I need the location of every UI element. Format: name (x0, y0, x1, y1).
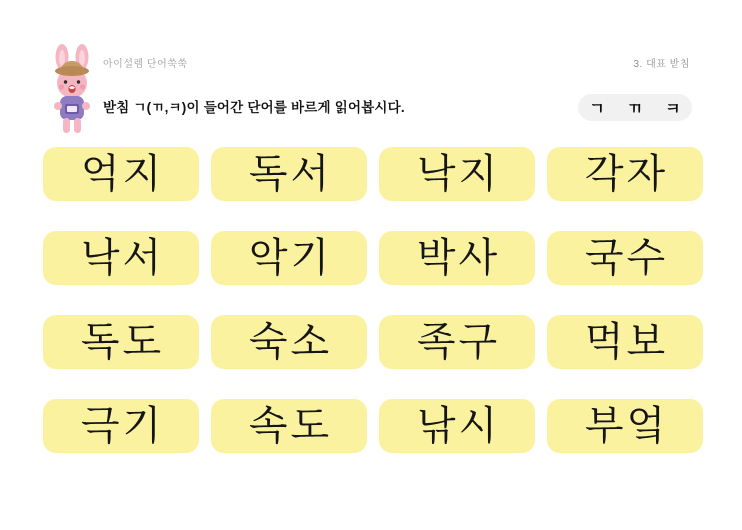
word-card: 족구 (379, 315, 535, 369)
word-card: 각자 (547, 147, 703, 201)
word-card: 악기 (211, 231, 367, 285)
instruction-text: 받침 ㄱ(ㄲ,ㅋ)이 들어간 단어를 바르게 읽어봅시다. (103, 100, 405, 115)
word-card: 박사 (379, 231, 535, 285)
consonant-badge: ㄱ ㄲ ㅋ (578, 94, 692, 121)
section-label: 3. 대표 받침 (633, 59, 690, 70)
word-card: 억지 (43, 147, 199, 201)
rabbit-mascot-icon (42, 44, 102, 136)
brand-label: 아이설렘 단어쑥쑥 (103, 59, 188, 70)
word-card: 독도 (43, 315, 199, 369)
word-card: 숙소 (211, 315, 367, 369)
word-card: 극기 (43, 399, 199, 453)
word-card: 독서 (211, 147, 367, 201)
word-card: 낙서 (43, 231, 199, 285)
word-card: 낙지 (379, 147, 535, 201)
word-card: 속도 (211, 399, 367, 453)
word-grid (43, 147, 703, 453)
word-card: 먹보 (547, 315, 703, 369)
word-card: 부엌 (547, 399, 703, 453)
word-card: 국수 (547, 231, 703, 285)
word-card: 낚시 (379, 399, 535, 453)
